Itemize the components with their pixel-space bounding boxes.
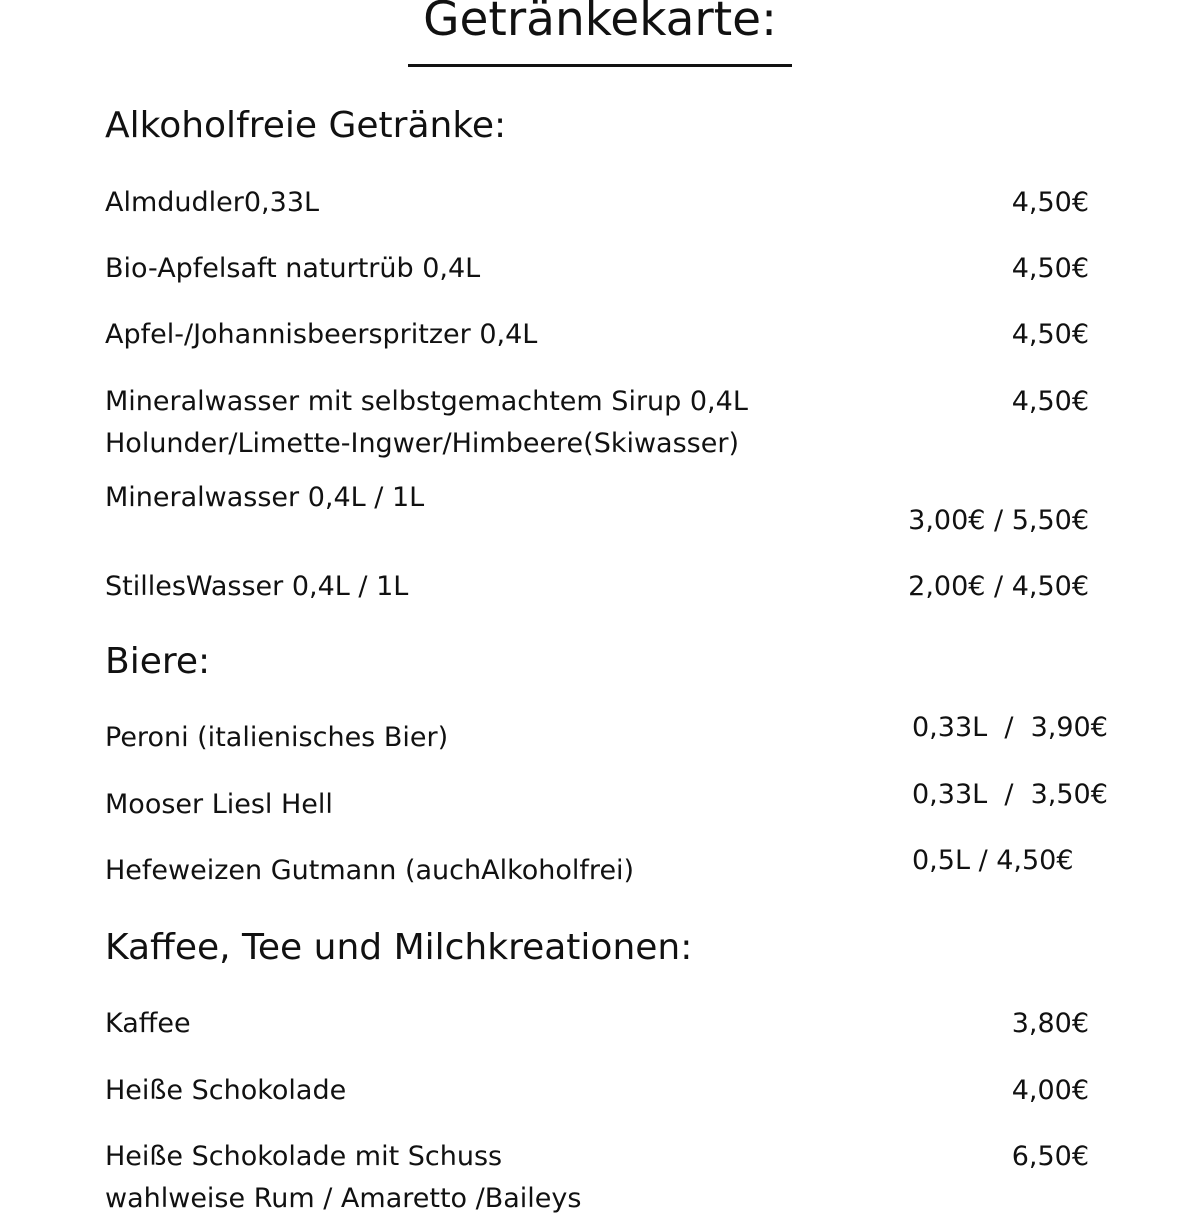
menu-item-price: 4,50€ xyxy=(1011,253,1089,284)
title-underline xyxy=(408,64,792,67)
menu-item-price: 4,50€ xyxy=(1011,386,1089,417)
section-heading-biere: Biere: xyxy=(105,641,211,682)
menu-item-price: 4,00€ xyxy=(1011,1075,1089,1106)
menu-item-name: Kaffee xyxy=(105,1008,191,1039)
menu-item-note: wahlweise Rum / Amaretto /Baileys xyxy=(105,1183,582,1214)
menu-item-price: 6,50€ xyxy=(1011,1141,1089,1172)
menu-item-price: 4,50€ xyxy=(1011,187,1089,218)
menu-item-price: 3,00€ / 5,50€ xyxy=(908,505,1089,536)
menu-item-price: 0,5L / 4,50€ xyxy=(912,845,1074,876)
menu-item-price: 2,00€ / 4,50€ xyxy=(908,571,1089,602)
menu-item-price: 0,33L / 3,50€ xyxy=(912,779,1108,810)
menu-item-name: StillesWasser 0,4L / 1L xyxy=(105,571,409,602)
menu-item-name: Heiße Schokolade xyxy=(105,1075,347,1106)
menu-title: Getränkekarte: xyxy=(423,0,777,47)
menu-item-name: Peroni (italienisches Bier) xyxy=(105,722,449,753)
section-heading-alkoholfrei: Alkoholfreie Getränke: xyxy=(105,105,507,146)
menu-item-name: Mooser Liesl Hell xyxy=(105,789,333,820)
menu-item-name: Hefeweizen Gutmann (auchAlkoholfrei) xyxy=(105,855,635,886)
menu-item-name: Mineralwasser mit selbstgemachtem Sirup 0,4L xyxy=(105,386,748,417)
menu-item-name: Apfel-/Johannisbeerspritzer 0,4L xyxy=(105,319,538,350)
menu-item-price: 4,50€ xyxy=(1011,319,1089,350)
menu-item-name: Mineralwasser 0,4L / 1L xyxy=(105,482,425,513)
menu-item-name: Bio-Apfelsaft naturtrüb 0,4L xyxy=(105,253,481,284)
section-heading-kaffee: Kaffee, Tee und Milchkreationen: xyxy=(105,927,693,968)
menu-item-name: Heiße Schokolade mit Schuss xyxy=(105,1141,503,1172)
menu-item-price: 3,80€ xyxy=(1011,1008,1089,1039)
menu-item-price: 0,33L / 3,90€ xyxy=(912,712,1108,743)
menu-item-name: Almdudler0,33L xyxy=(105,187,320,218)
menu-item-note: Holunder/Limette-Ingwer/Himbeere(Skiwasser) xyxy=(105,428,739,459)
